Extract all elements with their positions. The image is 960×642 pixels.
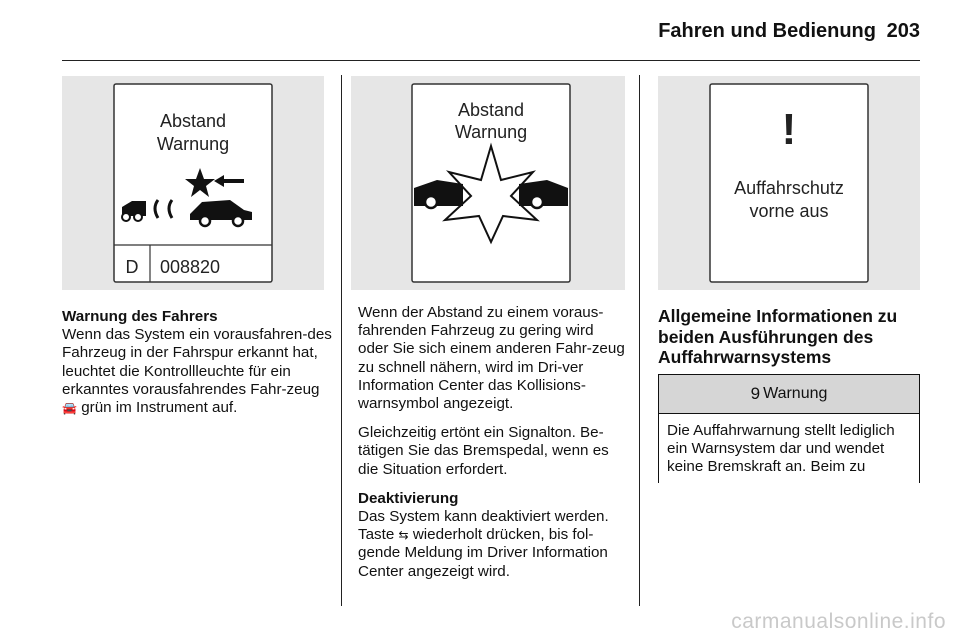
figure-distance-warning-display <box>62 76 324 290</box>
deactivation-heading: Deaktivierung <box>358 489 459 507</box>
running-header-title: Fahren und Bedienung <box>658 20 876 42</box>
warning-box-header <box>659 375 919 414</box>
figure-1-footer-number: 008820 <box>160 257 221 277</box>
figure-collision-alert-off <box>658 76 920 290</box>
car-icon: 🚘 <box>62 401 77 416</box>
driver-warning-body <box>62 326 334 417</box>
deactivation-text-2: wiederholt drücken, bis fol-gende Meldung im Driver Information Center angezeigt wird. <box>358 526 608 580</box>
figure-1-line-1: Abstand <box>159 111 227 131</box>
watermark: carmanualsonline.info <box>731 610 946 633</box>
figure-3-drawing <box>658 76 920 290</box>
warning-box <box>658 374 920 483</box>
driver-warning-body-text-2: grün im Instrument auf. <box>81 399 238 417</box>
figure-1-footer-letter: D <box>125 257 139 277</box>
collision-warning-paragraph: Wenn der Abstand zu einem voraus-fahrenden Fahrzeug zu gering wird oder Sie sich einem anderen Fahr-zeug zu schnell nähern, wird im Dri-ver Information Center das Kollisions-warnsymbol angezeigt. <box>358 304 625 413</box>
figure-2-drawing <box>351 76 625 290</box>
figure-collision-warning-symbol <box>351 76 625 290</box>
column-2-text <box>358 304 628 581</box>
column-1-text <box>62 308 334 417</box>
figure-1-drawing <box>62 76 324 290</box>
distance-button-icon: ⇆ <box>398 528 409 543</box>
warning-box-text: Die Auffahrwarnung stellt lediglich ein Warnsystem dar und wendet keine Bremskraft an. Beim zu <box>667 422 895 476</box>
column-divider-2 <box>639 75 640 606</box>
page-number: 203 <box>886 20 920 42</box>
figure-3-line-1: Auffahrschutz <box>734 178 844 198</box>
figure-1-line-2: Warnung <box>156 134 230 154</box>
warning-box-title: Warnung <box>763 385 828 402</box>
signal-tone-paragraph: Gleichzeitig ertönt ein Signalton. Be-tätigen Sie das Bremspedal, wenn es die Situation erfordert. <box>358 424 609 478</box>
column-divider-1 <box>341 75 342 606</box>
deactivation-paragraph <box>358 508 628 581</box>
figure-3-line-2: vorne aus <box>749 201 829 221</box>
header-rule <box>62 60 920 61</box>
exclamation-mark-icon: ! <box>781 105 797 154</box>
figure-2-line-1: Abstand <box>457 100 525 120</box>
warning-triangle-icon: 9 <box>750 384 761 403</box>
deactivation-text-1: Das System kann deaktiviert werden. Taste <box>358 508 609 544</box>
driver-warning-heading: Warnung des Fahrers <box>62 308 218 325</box>
figure-2-line-2: Warnung <box>454 122 528 142</box>
general-info-heading: Allgemeine Informationen zu beiden Ausführungen des Auffahrwarnsystems <box>658 306 898 367</box>
driver-warning-body-text-1: Wenn das System ein vorausfahren-des Fahrzeug in der Fahrspur erkannt hat, leuchtet die Kontrollleuchte für ein erkanntes vorausfahrendes Fahr-zeug <box>62 326 332 398</box>
